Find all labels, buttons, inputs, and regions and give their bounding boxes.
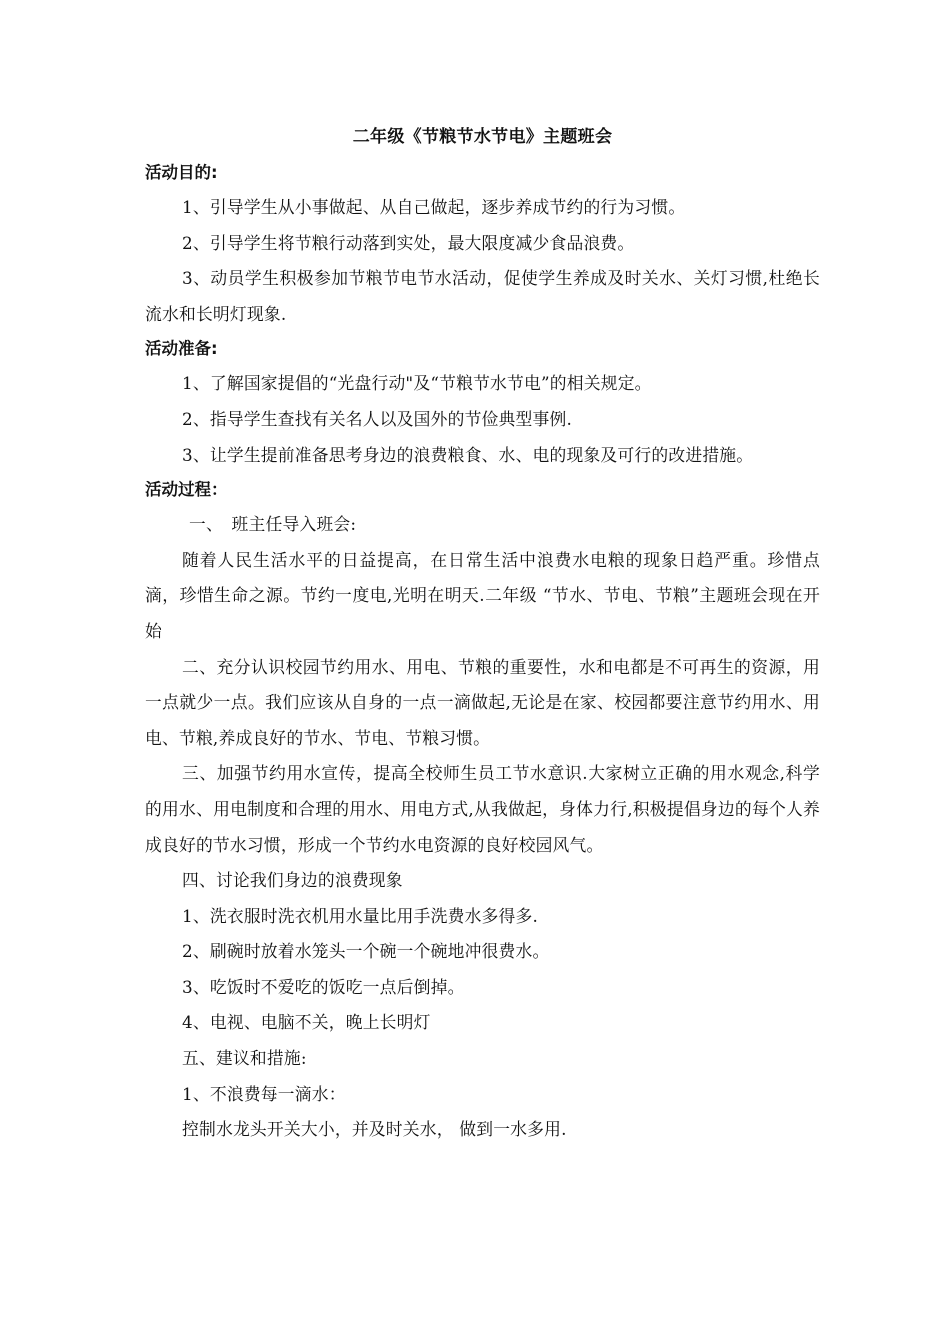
paragraph: 三、加强节约用水宣传，提高全校师生员工节水意识.大家树立正确的用水观念,科学的用水、用电制度和合理的用水、用电方式,从我做起，身体力行,积极提倡身边的每个人养成良好的节水习惯，形成一个节约水电资源的良好校园风气。 <box>145 763 820 855</box>
paragraph: 2、刷碗时放着水笼头一个碗一个碗地冲很费水。 <box>182 941 550 962</box>
paragraph: 4、电视、电脑不关，晚上长明灯 <box>182 1012 431 1033</box>
section-heading-purpose: 活动目的: <box>145 163 218 182</box>
paragraph: 3、吃饭时不爱吃的饭吃一点后倒掉。 <box>182 976 465 997</box>
paragraph: 二、充分认识校园节约用水、用电、节粮的重要性，水和电都是不可再生的资源，用一点就少一点。我们应该从自身的一点一滴做起,无论是在家、校园都要注意节约用水、用电、节粮,养成良好的节水、节电、节粮习惯。 <box>145 656 820 748</box>
paragraph-outline-item: 一、 班主任导入班会: <box>189 514 357 535</box>
paragraph: 控制水龙头开关大小，并及时关水， 做到一水多用. <box>182 1119 567 1140</box>
paragraph: 1、不浪费每一滴水： <box>182 1083 346 1104</box>
document-body <box>145 122 820 1148</box>
section-heading-process: 活动过程： <box>145 480 228 500</box>
paragraph: 五、建议和措施: <box>182 1048 307 1069</box>
paragraph: 1、了解国家提倡的“光盘行动"及“节粮节水节电”的相关规定。 <box>182 373 652 394</box>
document-title: 二年级《节粮节水节电》主题班会 <box>352 127 613 147</box>
section-heading-preparation: 活动准备: <box>145 339 218 359</box>
paragraph: 2、引导学生将节粮行动落到实处，最大限度减少食品浪费。 <box>182 232 635 253</box>
paragraph: 3、让学生提前准备思考身边的浪费粮食、水、电的现象及可行的改进措施。 <box>182 444 754 465</box>
paragraph: 随着人民生活水平的日益提高，在日常生活中浪费水电粮的现象日趋严重。珍惜点滴，珍惜生命之源。节约一度电,光明在明天.二年级 “节水、节电、节粮”主题班会现在开始 <box>145 549 820 641</box>
paragraph: 四、讨论我们身边的浪费现象 <box>182 870 403 891</box>
paragraph: 1、引导学生从小事做起、从自己做起，逐步养成节约的行为习惯。 <box>182 197 686 217</box>
paragraph: 2、指导学生查找有关名人以及国外的节俭典型事例. <box>182 408 573 429</box>
paragraph: 1、洗衣服时洗衣机用水量比用手洗费水多得多. <box>182 905 539 926</box>
paragraph: 3、动员学生积极参加节粮节电节水活动，促使学生养成及时关水、关灯习惯,杜绝长流水和长明灯现象. <box>145 268 820 324</box>
